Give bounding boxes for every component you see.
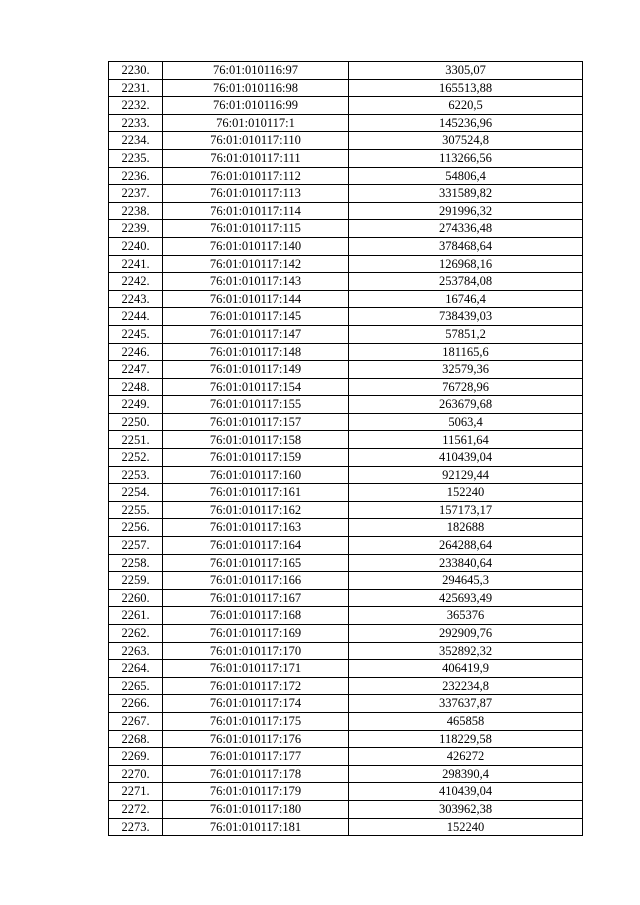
row-number-cell: 2250.: [109, 413, 163, 431]
value-cell: 5063,4: [349, 413, 583, 431]
cadastral-number-cell: 76:01:010117:147: [163, 325, 349, 343]
cadastral-number-cell: 76:01:010117:140: [163, 237, 349, 255]
cadastral-number-cell: 76:01:010117:176: [163, 730, 349, 748]
cadastral-number-cell: 76:01:010117:166: [163, 572, 349, 590]
value-cell: 352892,32: [349, 642, 583, 660]
table-row: [109, 308, 583, 326]
value-cell: 152240: [349, 484, 583, 502]
cadastral-number-cell: 76:01:010117:110: [163, 132, 349, 150]
cadastral-number-cell: 76:01:010117:161: [163, 484, 349, 502]
table-row: [109, 660, 583, 678]
cadastral-number-cell: 76:01:010117:114: [163, 202, 349, 220]
row-number-cell: 2264.: [109, 660, 163, 678]
table-row: [109, 290, 583, 308]
value-cell: 165513,88: [349, 79, 583, 97]
cadastral-number-cell: 76:01:010117:168: [163, 607, 349, 625]
table-row: [109, 554, 583, 572]
cadastral-number-cell: 76:01:010117:180: [163, 800, 349, 818]
table-row: [109, 642, 583, 660]
row-number-cell: 2253.: [109, 466, 163, 484]
value-cell: 292909,76: [349, 625, 583, 643]
value-cell: 307524,8: [349, 132, 583, 150]
row-number-cell: 2268.: [109, 730, 163, 748]
cadastral-number-cell: 76:01:010117:164: [163, 537, 349, 555]
table-row: [109, 325, 583, 343]
table-body: [109, 62, 583, 836]
value-cell: 263679,68: [349, 396, 583, 414]
row-number-cell: 2252.: [109, 449, 163, 467]
cadastral-number-cell: 76:01:010117:171: [163, 660, 349, 678]
table-row: [109, 62, 583, 80]
value-cell: 410439,04: [349, 783, 583, 801]
row-number-cell: 2230.: [109, 62, 163, 80]
value-cell: 182688: [349, 519, 583, 537]
value-cell: 365376: [349, 607, 583, 625]
value-cell: 264288,64: [349, 537, 583, 555]
cadastral-number-cell: 76:01:010117:174: [163, 695, 349, 713]
table-row: [109, 765, 583, 783]
table-row: [109, 625, 583, 643]
table-row: [109, 114, 583, 132]
table-row: [109, 800, 583, 818]
row-number-cell: 2266.: [109, 695, 163, 713]
value-cell: 337637,87: [349, 695, 583, 713]
value-cell: 16746,4: [349, 290, 583, 308]
row-number-cell: 2234.: [109, 132, 163, 150]
row-number-cell: 2271.: [109, 783, 163, 801]
cadastral-number-cell: 76:01:010117:115: [163, 220, 349, 238]
row-number-cell: 2272.: [109, 800, 163, 818]
table-row: [109, 220, 583, 238]
value-cell: 126968,16: [349, 255, 583, 273]
row-number-cell: 2249.: [109, 396, 163, 414]
cadastral-number-cell: 76:01:010116:97: [163, 62, 349, 80]
cadastral-number-cell: 76:01:010117:154: [163, 378, 349, 396]
row-number-cell: 2243.: [109, 290, 163, 308]
cadastral-number-cell: 76:01:010117:148: [163, 343, 349, 361]
table-row: [109, 167, 583, 185]
value-cell: 425693,49: [349, 589, 583, 607]
table-row: [109, 413, 583, 431]
value-cell: 331589,82: [349, 185, 583, 203]
cadastral-number-cell: 76:01:010117:178: [163, 765, 349, 783]
table-row: [109, 273, 583, 291]
table-row: [109, 730, 583, 748]
value-cell: 406419,9: [349, 660, 583, 678]
row-number-cell: 2260.: [109, 589, 163, 607]
table-row: [109, 783, 583, 801]
cadastral-number-cell: 76:01:010117:163: [163, 519, 349, 537]
value-cell: 253784,08: [349, 273, 583, 291]
row-number-cell: 2236.: [109, 167, 163, 185]
table-row: [109, 378, 583, 396]
value-cell: 118229,58: [349, 730, 583, 748]
value-cell: 145236,96: [349, 114, 583, 132]
table-row: [109, 607, 583, 625]
row-number-cell: 2238.: [109, 202, 163, 220]
row-number-cell: 2269.: [109, 748, 163, 766]
row-number-cell: 2251.: [109, 431, 163, 449]
row-number-cell: 2242.: [109, 273, 163, 291]
value-cell: 738439,03: [349, 308, 583, 326]
cadastral-number-cell: 76:01:010117:165: [163, 554, 349, 572]
row-number-cell: 2245.: [109, 325, 163, 343]
cadastral-number-cell: 76:01:010117:111: [163, 149, 349, 167]
table-row: [109, 343, 583, 361]
cadastral-number-cell: 76:01:010117:142: [163, 255, 349, 273]
value-cell: 92129,44: [349, 466, 583, 484]
table-row: [109, 396, 583, 414]
row-number-cell: 2246.: [109, 343, 163, 361]
value-cell: 76728,96: [349, 378, 583, 396]
row-number-cell: 2267.: [109, 712, 163, 730]
cadastral-number-cell: 76:01:010117:172: [163, 677, 349, 695]
row-number-cell: 2237.: [109, 185, 163, 203]
cadastral-number-cell: 76:01:010117:169: [163, 625, 349, 643]
row-number-cell: 2248.: [109, 378, 163, 396]
cadastral-number-cell: 76:01:010117:160: [163, 466, 349, 484]
value-cell: 233840,64: [349, 554, 583, 572]
cadastral-number-cell: 76:01:010117:149: [163, 361, 349, 379]
row-number-cell: 2259.: [109, 572, 163, 590]
table-row: [109, 519, 583, 537]
table-row: [109, 748, 583, 766]
table-row: [109, 97, 583, 115]
row-number-cell: 2257.: [109, 537, 163, 555]
value-cell: 426272: [349, 748, 583, 766]
value-cell: 3305,07: [349, 62, 583, 80]
table-row: [109, 449, 583, 467]
value-cell: 32579,36: [349, 361, 583, 379]
cadastral-number-cell: 76:01:010117:143: [163, 273, 349, 291]
value-cell: 6220,5: [349, 97, 583, 115]
table-row: [109, 202, 583, 220]
value-cell: 157173,17: [349, 501, 583, 519]
value-cell: 298390,4: [349, 765, 583, 783]
cadastral-number-cell: 76:01:010117:181: [163, 818, 349, 836]
row-number-cell: 2247.: [109, 361, 163, 379]
row-number-cell: 2273.: [109, 818, 163, 836]
value-cell: 232234,8: [349, 677, 583, 695]
cadastral-number-cell: 76:01:010117:144: [163, 290, 349, 308]
row-number-cell: 2239.: [109, 220, 163, 238]
cadastral-value-table: [108, 61, 583, 836]
cadastral-number-cell: 76:01:010117:177: [163, 748, 349, 766]
table-row: [109, 484, 583, 502]
value-cell: 113266,56: [349, 149, 583, 167]
cadastral-number-cell: 76:01:010117:158: [163, 431, 349, 449]
table-row: [109, 255, 583, 273]
cadastral-number-cell: 76:01:010117:175: [163, 712, 349, 730]
value-cell: 465858: [349, 712, 583, 730]
value-cell: 378468,64: [349, 237, 583, 255]
table-row: [109, 501, 583, 519]
row-number-cell: 2241.: [109, 255, 163, 273]
table-row: [109, 466, 583, 484]
value-cell: 54806,4: [349, 167, 583, 185]
table-row: [109, 79, 583, 97]
row-number-cell: 2233.: [109, 114, 163, 132]
row-number-cell: 2270.: [109, 765, 163, 783]
cadastral-number-cell: 76:01:010117:170: [163, 642, 349, 660]
value-cell: 303962,38: [349, 800, 583, 818]
row-number-cell: 2240.: [109, 237, 163, 255]
cadastral-number-cell: 76:01:010117:179: [163, 783, 349, 801]
cadastral-number-cell: 76:01:010117:157: [163, 413, 349, 431]
table-row: [109, 712, 583, 730]
row-number-cell: 2256.: [109, 519, 163, 537]
value-cell: 152240: [349, 818, 583, 836]
cadastral-number-cell: 76:01:010116:99: [163, 97, 349, 115]
value-cell: 11561,64: [349, 431, 583, 449]
table-row: [109, 361, 583, 379]
row-number-cell: 2261.: [109, 607, 163, 625]
cadastral-number-cell: 76:01:010116:98: [163, 79, 349, 97]
row-number-cell: 2235.: [109, 149, 163, 167]
row-number-cell: 2262.: [109, 625, 163, 643]
value-cell: 294645,3: [349, 572, 583, 590]
table-row: [109, 132, 583, 150]
value-cell: 57851,2: [349, 325, 583, 343]
value-cell: 181165,6: [349, 343, 583, 361]
table-row: [109, 149, 583, 167]
table-row: [109, 818, 583, 836]
table-row: [109, 572, 583, 590]
cadastral-number-cell: 76:01:010117:1: [163, 114, 349, 132]
table-row: [109, 431, 583, 449]
row-number-cell: 2263.: [109, 642, 163, 660]
row-number-cell: 2255.: [109, 501, 163, 519]
cadastral-number-cell: 76:01:010117:145: [163, 308, 349, 326]
table-row: [109, 695, 583, 713]
cadastral-number-cell: 76:01:010117:162: [163, 501, 349, 519]
table-row: [109, 537, 583, 555]
row-number-cell: 2232.: [109, 97, 163, 115]
table-row: [109, 185, 583, 203]
value-cell: 274336,48: [349, 220, 583, 238]
row-number-cell: 2244.: [109, 308, 163, 326]
cadastral-number-cell: 76:01:010117:167: [163, 589, 349, 607]
row-number-cell: 2231.: [109, 79, 163, 97]
row-number-cell: 2254.: [109, 484, 163, 502]
cadastral-number-cell: 76:01:010117:112: [163, 167, 349, 185]
value-cell: 291996,32: [349, 202, 583, 220]
table-row: [109, 589, 583, 607]
row-number-cell: 2265.: [109, 677, 163, 695]
cadastral-number-cell: 76:01:010117:155: [163, 396, 349, 414]
cadastral-number-cell: 76:01:010117:159: [163, 449, 349, 467]
table-row: [109, 677, 583, 695]
value-cell: 410439,04: [349, 449, 583, 467]
cadastral-number-cell: 76:01:010117:113: [163, 185, 349, 203]
table-row: [109, 237, 583, 255]
row-number-cell: 2258.: [109, 554, 163, 572]
